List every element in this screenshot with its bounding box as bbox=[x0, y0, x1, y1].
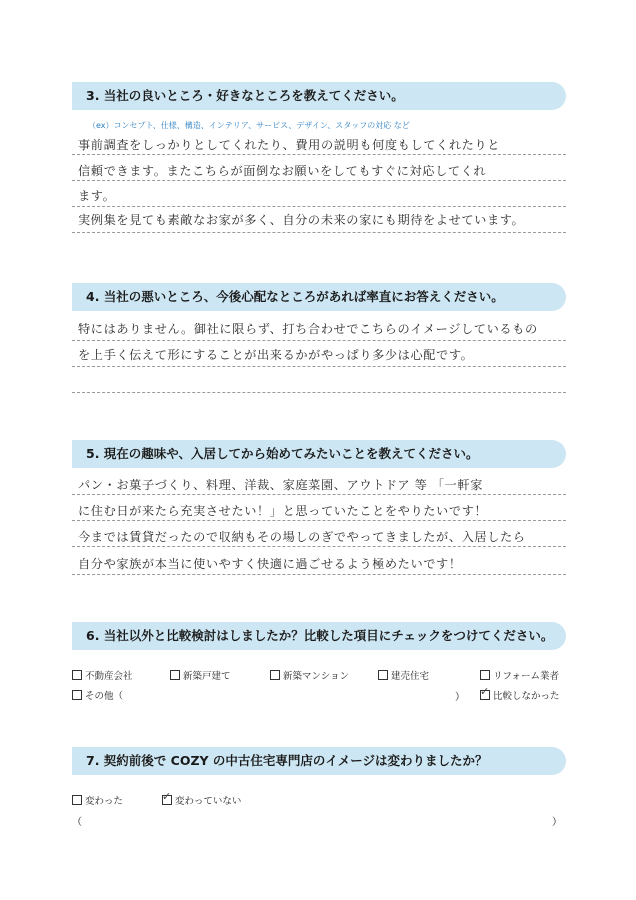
option-label: 新築戸建て bbox=[183, 671, 231, 682]
checkbox[interactable] bbox=[270, 670, 280, 680]
question-3-answer-line-3: ます。 bbox=[78, 189, 116, 203]
option-label: リフォーム業者 bbox=[493, 671, 560, 682]
answer-line bbox=[72, 546, 566, 547]
checkbox-checked[interactable] bbox=[162, 795, 172, 805]
other-close-paren: ） bbox=[455, 692, 465, 703]
option-label: 不動産会社 bbox=[85, 671, 133, 682]
question-5-answer-line-1: パン・お菓子づくり、料理、洋裁、家庭菜園、アウトドア 等 「一軒家 bbox=[78, 478, 483, 492]
answer-line bbox=[72, 392, 566, 393]
option-real-estate-company[interactable] bbox=[72, 668, 133, 682]
checkbox[interactable] bbox=[72, 670, 82, 680]
question-4-answer-line-2: を上手く伝えて形にすることが出来るかがやっぱり多少は心配です。 bbox=[78, 348, 474, 362]
option-changed[interactable] bbox=[72, 793, 123, 807]
answer-line bbox=[72, 494, 566, 495]
question-3-header: 3. 当社の良いところ・好きなところを教えてください。 bbox=[72, 82, 566, 110]
reason-close-paren: ） bbox=[552, 817, 562, 828]
answer-line bbox=[72, 232, 566, 233]
checkbox[interactable] bbox=[72, 795, 82, 805]
answer-line bbox=[72, 340, 566, 341]
answer-line bbox=[72, 366, 566, 367]
question-7-header: 7. 契約前後で COZY の中古住宅専門店のイメージは変わりましたか？ bbox=[72, 747, 566, 775]
option-new-condo[interactable] bbox=[270, 668, 349, 682]
answer-line bbox=[72, 180, 566, 181]
option-built-for-sale-house[interactable] bbox=[378, 668, 429, 682]
option-other[interactable] bbox=[72, 688, 123, 702]
answer-line bbox=[72, 154, 566, 155]
option-did-not-compare[interactable] bbox=[480, 688, 560, 702]
option-not-changed[interactable] bbox=[162, 793, 241, 807]
question-4-answer-line-1: 特にはありません。御社に限らず、打ち合わせでこちらのイメージしているもの bbox=[78, 322, 538, 336]
question-6-header: 6. 当社以外と比較検討はしましたか？比較した項目にチェックをつけてください。 bbox=[72, 622, 566, 650]
checkbox[interactable] bbox=[378, 670, 388, 680]
option-label: 新築マンション bbox=[283, 671, 350, 682]
question-3-example: （ex）コンセプト、仕様、構造、インテリア、サービス、デザイン、スタッフの対応 など bbox=[88, 121, 410, 130]
answer-line bbox=[72, 574, 566, 575]
option-label: 変わった bbox=[85, 796, 123, 807]
reason-open-paren: （ bbox=[72, 817, 82, 828]
option-label: その他（ bbox=[85, 691, 124, 702]
option-label: 比較しなかった bbox=[493, 691, 560, 702]
question-5-answer-line-3: 今までは賃貸だったので収納もその場しのぎでやってきましたが、入居したら bbox=[78, 530, 526, 544]
answer-line bbox=[72, 520, 566, 521]
checkbox[interactable] bbox=[480, 670, 490, 680]
checkbox[interactable] bbox=[72, 690, 82, 700]
question-3-answer-line-1: 事前調査をしっかりとしてくれたり、費用の説明も何度もしてくれたりと bbox=[78, 138, 500, 152]
checkbox[interactable] bbox=[170, 670, 180, 680]
question-5-answer-line-4: 自分や家族が本当に使いやすく快適に過ごせるよう極めたいです！ bbox=[78, 557, 462, 571]
question-5-header: 5. 現在の趣味や、入居してから始めてみたいことを教えてください。 bbox=[72, 440, 566, 468]
option-label: 建売住宅 bbox=[391, 671, 430, 682]
option-new-house[interactable] bbox=[170, 668, 231, 682]
question-4-header: 4. 当社の悪いところ、今後心配なところがあれば率直にお答えください。 bbox=[72, 283, 566, 311]
option-label: 変わっていない bbox=[175, 796, 242, 807]
question-3-answer-line-4: 実例集を見ても素敵なお家が多く、自分の未来の家にも期待をよせています。 bbox=[78, 213, 525, 227]
checkbox-checked[interactable] bbox=[480, 690, 490, 700]
answer-line bbox=[72, 206, 566, 207]
question-3-answer-line-2: 信頼できます。またこちらが面倒なお願いをしてもすぐに対応してくれ bbox=[78, 164, 487, 178]
option-renovation-company[interactable] bbox=[480, 668, 559, 682]
question-5-answer-line-2: に住む日が来たら充実させたい！」と思っていたことをやりたいです！ bbox=[78, 504, 488, 518]
